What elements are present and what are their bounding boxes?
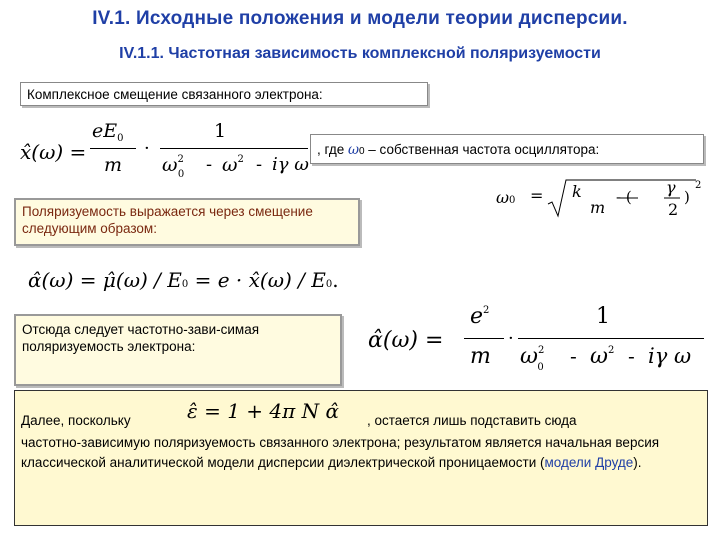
complex-displacement-label xyxy=(20,82,428,106)
drude-model-note: Далее, поскольку ε̂ = 1 + 4π N α̂ , остается лишь подставить сюда частотно-зависимую поляризуемость связанного электрона; результатом является начальная версия классической аналитической модели дисперсии диэлектрической проницаемости (модели Друде). xyxy=(14,390,708,526)
polarizability-formula: α̂(ω) = μ̂(ω) / E0 = e · x̂(ω) / E0. xyxy=(28,268,339,292)
fraction-bar-1 xyxy=(90,148,136,149)
m-denominator: m xyxy=(104,154,123,176)
slide-title: IV.1. Исходные положения и модели теории дисперсии. xyxy=(92,8,628,29)
one-numerator: 1 xyxy=(214,120,227,142)
dot-operator: · xyxy=(144,138,150,159)
omega0-formula: ω0 = k m - ( γ 2 ) 2 xyxy=(496,178,702,219)
frequency-dependence-note: Отсюда следует частотно-зави-симая поляризуемость электрона: xyxy=(14,314,342,386)
polarizability-note: Поляризуемость выражается через смещение следующим образом: xyxy=(14,198,360,246)
x-hat-lhs: x̂(ω) = xyxy=(20,140,87,164)
slide-subtitle: IV.1.1. Частотная зависимость комплексной поляризуемости xyxy=(119,45,601,62)
epsilon-formula: ε̂ = 1 + 4π N α̂ xyxy=(187,399,339,423)
omega-denominator: $\omega^2_0$ xyxy=(162,154,185,180)
alpha-frequency-formula: α̂(ω) = $e^2$ m · 1 $\omega^2_0$ - $\omega^2$ - iγ ω xyxy=(368,302,708,388)
complex-displacement-text: Комплексное смещение связанного электрона: xyxy=(27,87,323,102)
eigenfrequency-note: , где ω0 – собственная частота осциллятора: xyxy=(310,134,704,164)
displacement-formula: x̂(ω) = $eE_0$ m · 1 $\omega^2_0$ - $\omega^2$ - iγ ω xyxy=(20,120,309,180)
drude-model-link[interactable]: модели Друде xyxy=(544,455,634,470)
eE-numerator: $eE_0$ xyxy=(92,120,124,144)
fraction-bar-2 xyxy=(160,148,308,149)
